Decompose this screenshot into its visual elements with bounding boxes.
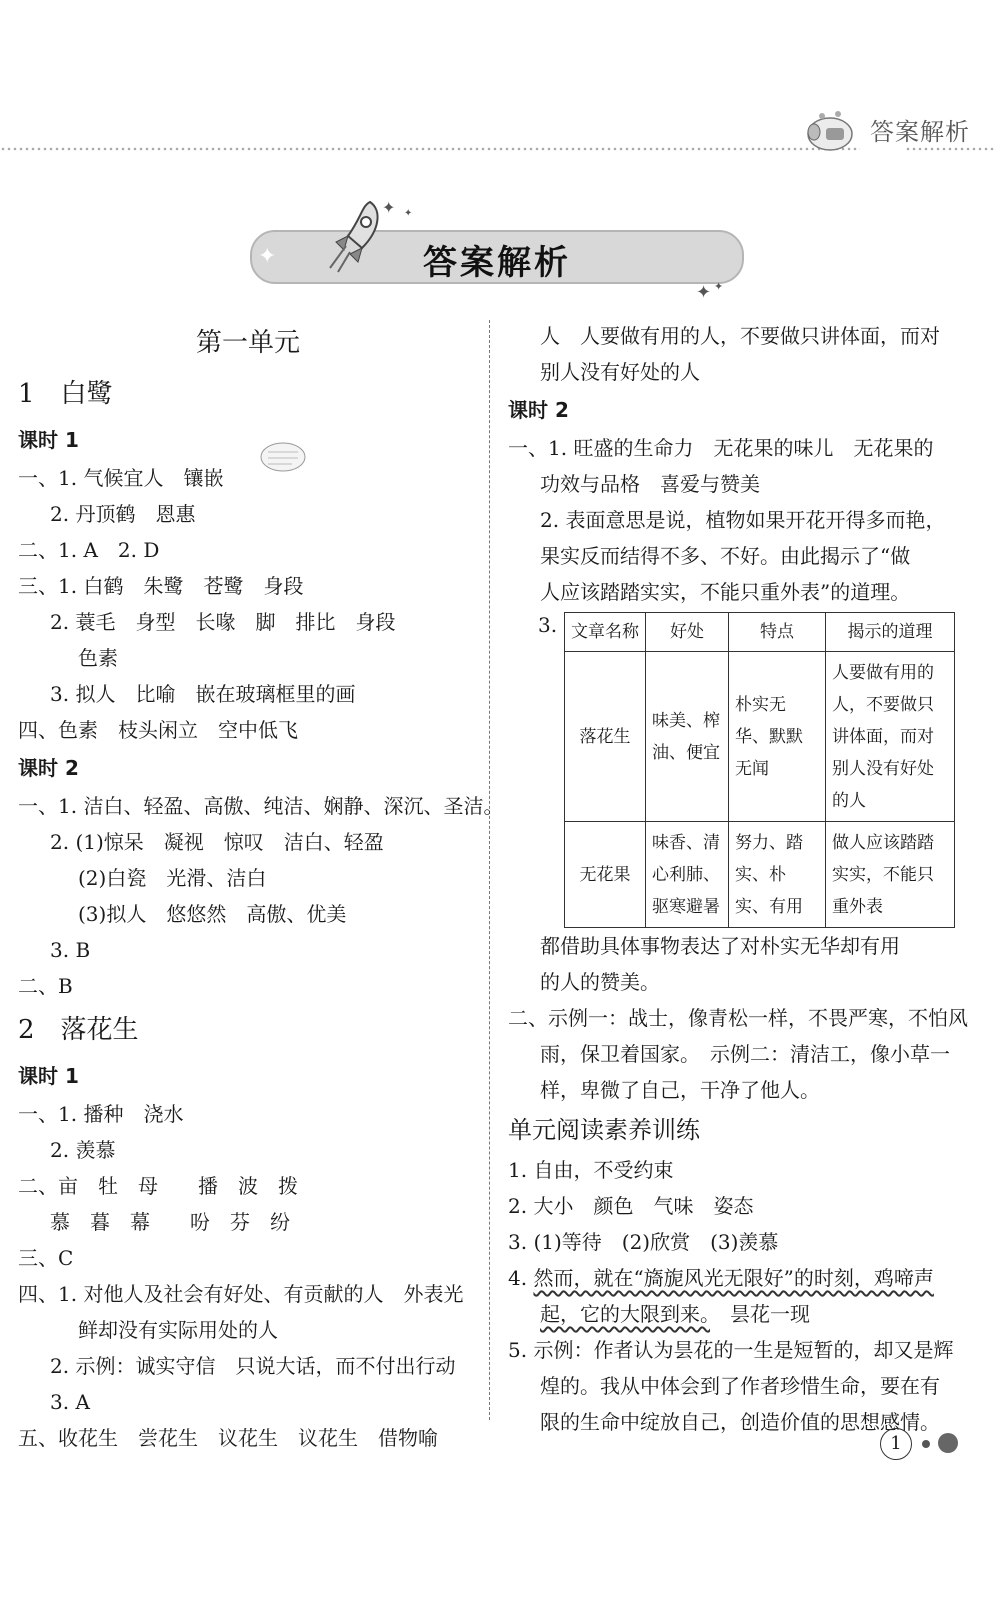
table-row — [565, 822, 955, 928]
answer-line: 二、1. A 2. D — [18, 538, 160, 562]
star-icon: ✦ — [714, 280, 724, 293]
answer-line: 2. 丹顶鹤 恩惠 — [50, 502, 196, 526]
right-column — [508, 318, 968, 1440]
answer-text: 昙花一现 — [710, 1302, 810, 1326]
answer-line — [508, 1296, 968, 1332]
table-cell: 无花果 — [565, 822, 646, 928]
answer-line: 3. B — [50, 938, 91, 962]
session-title: 课时 2 — [508, 398, 569, 422]
answer-line: 三、C — [18, 1246, 74, 1270]
page-number: 1 — [880, 1428, 912, 1460]
answer-line: 5. 示例：作者认为昙花的一生是短暂的，却又是辉 — [508, 1338, 954, 1362]
table-cell: 落花生 — [565, 652, 646, 822]
answer-line: 色素 — [78, 646, 118, 670]
answer-line: 二、示例一：战士，像青松一样，不畏严寒，不怕风 — [508, 1006, 968, 1030]
question-number: 4. — [508, 1266, 534, 1290]
session-title: 课时 1 — [18, 428, 79, 452]
banner-title: 答案解析 — [423, 243, 571, 283]
answer-table — [564, 612, 955, 928]
answer-line: 雨，保卫着国家。 示例二：清洁工，像小草一 — [540, 1042, 950, 1066]
table-cell: 味美、榨油、便宜 — [646, 652, 729, 822]
answer-line: 四、1. 对他人及社会有好处、有贡献的人 外表光 — [18, 1282, 464, 1306]
answer-line: 五、收花生 尝花生 议花生 议花生 借物喻 — [18, 1426, 438, 1450]
table-header: 文章名称 — [565, 613, 646, 652]
underlined-answer: 然而，就在“旖旎风光无限好”的时刻，鸡啼声 — [533, 1266, 934, 1290]
star-icon: ✦ — [404, 208, 413, 219]
page-dot-icon — [922, 1440, 930, 1448]
answer-line: 2. 示例：诚实守信 只说大话，而不付出行动 — [50, 1354, 456, 1378]
section-title: 单元阅读素养训练 — [508, 1116, 700, 1144]
table-header-row — [565, 613, 955, 652]
answer-line: 2. 羡慕 — [50, 1138, 116, 1162]
answer-line: 鲜却没有实际用处的人 — [78, 1318, 278, 1342]
answer-line: 一、1. 播种 浇水 — [18, 1102, 184, 1126]
answer-line: 一、1. 气候宜人 镶嵌 — [18, 466, 224, 490]
table-cell: 人要做有用的人，不要做只讲体面，而对别人没有好处的人 — [826, 652, 955, 822]
answer-line: 煌的。我从中体会到了作者珍惜生命，要在有 — [540, 1374, 940, 1398]
table-number: 3. — [538, 613, 558, 637]
session-title: 课时 1 — [18, 1064, 79, 1088]
unit-title: 第一单元 — [195, 328, 300, 358]
answer-line: 3. A — [50, 1390, 90, 1414]
star-icon: ✦ — [258, 244, 277, 269]
answer-table-block — [508, 610, 968, 928]
answer-line: 3. 拟人 比喻 嵌在玻璃框里的画 — [50, 682, 356, 706]
answer-line: 三、1. 白鹤 朱鹭 苍鹭 身段 — [18, 574, 304, 598]
answer-line: 功效与品格 喜爱与赞美 — [540, 472, 760, 496]
answer-line: 2. (1)惊呆 凝视 惊叹 洁白、轻盈 — [50, 830, 384, 854]
answer-line: 2. 蓑毛 身型 长喙 脚 排比 身段 — [50, 610, 396, 634]
answer-line: (3)拟人 悠悠然 高傲、优美 — [78, 902, 347, 926]
answer-line: (2)白瓷 光滑、洁白 — [78, 866, 267, 890]
answer-line: 二、B — [18, 974, 73, 998]
answer-line: 慕 暮 幕 吩 芬 纷 — [50, 1210, 290, 1234]
answer-line: 2. 表面意思是说，植物如果开花开得多而艳， — [540, 508, 946, 532]
table-header: 好处 — [646, 613, 729, 652]
page-dot-icon — [938, 1433, 958, 1453]
star-icon: ✦ — [696, 282, 712, 303]
table-header: 特点 — [729, 613, 826, 652]
answer-line: 人 人要做有用的人，不要做只讲体面，而对 — [540, 324, 940, 348]
table-header: 揭示的道理 — [826, 613, 955, 652]
left-column — [18, 318, 504, 1456]
answer-line: 二、亩 牡 母 播 波 拨 — [18, 1174, 298, 1198]
answer-line: 1. 自由，不受约束 — [508, 1158, 674, 1182]
header-title: 答案解析 — [870, 118, 970, 146]
underlined-answer: 起，它的大限到来。 — [540, 1302, 710, 1326]
answer-line: 一、1. 洁白、轻盈、高傲、纯洁、娴静、深沉、圣洁。 — [18, 794, 504, 818]
table-cell: 努力、踏实、朴实、有用 — [729, 822, 826, 928]
answer-line: 样，卑微了自己，干净了他人。 — [540, 1078, 820, 1102]
answer-line: 的人的赞美。 — [540, 970, 660, 994]
star-icon: ✦ — [382, 198, 396, 217]
answer-line: 人应该踏踏实实，不能只重外表”的道理。 — [540, 580, 911, 604]
answer-line: 2. 大小 颜色 气味 姿态 — [508, 1194, 754, 1218]
table-cell: 做人应该踏踏实实，不能只重外表 — [826, 822, 955, 928]
answer-line: 果实反而结得不多、不好。由此揭示了“做 — [540, 544, 911, 568]
answer-line: 四、色素 枝头闲立 空中低飞 — [18, 718, 298, 742]
lesson-title: 2 落花生 — [18, 1015, 139, 1045]
table-cell: 味香、清心利肺、驱寒避暑 — [646, 822, 729, 928]
header-dotted-line — [0, 146, 860, 152]
answer-line: 限的生命中绽放自己，创造价值的思想感情。 — [540, 1410, 940, 1434]
answer-line: 都借助具体事物表达了对朴实无华却有用 — [540, 934, 900, 958]
session-title: 课时 2 — [18, 756, 79, 780]
table-row — [565, 652, 955, 822]
column-divider — [489, 320, 490, 1420]
answer-line — [508, 1260, 968, 1296]
lesson-title: 1 白鹭 — [18, 379, 113, 409]
answer-line: 一、1. 旺盛的生命力 无花果的味儿 无花果的 — [508, 436, 934, 460]
answer-line: 别人没有好处的人 — [540, 360, 700, 384]
table-cell: 朴实无华、默默无闻 — [729, 652, 826, 822]
answer-line: 3. (1)等待 (2)欣赏 (3)羡慕 — [508, 1230, 779, 1254]
mascot-icon — [800, 106, 858, 152]
